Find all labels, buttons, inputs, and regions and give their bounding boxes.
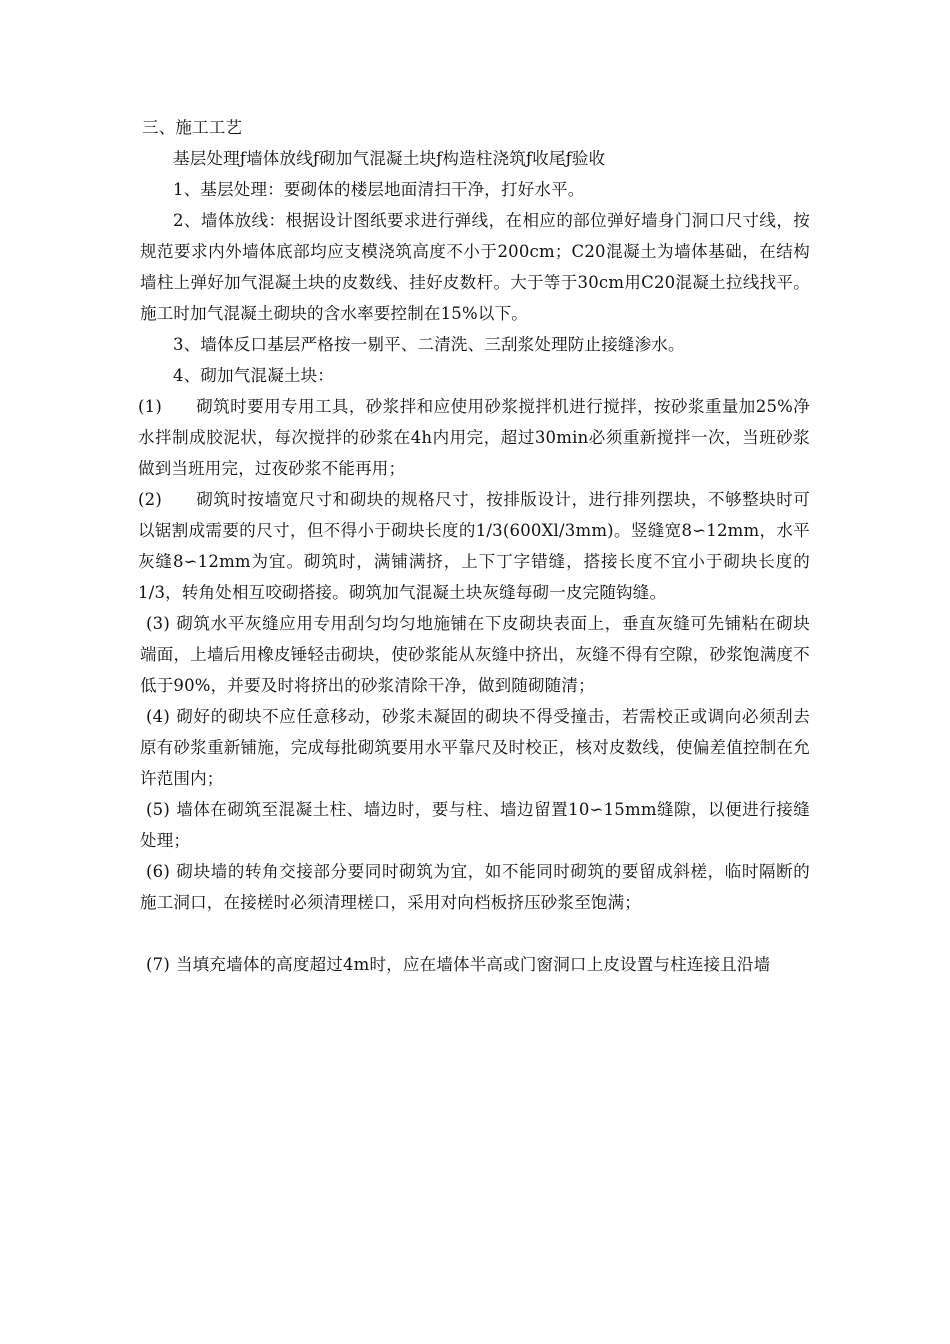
list-item-text: 当填充墙体的高度超过4m时，应在墙体半高或门窗洞口上皮设置与柱连接且沿墙 <box>175 955 771 974</box>
list-item-4 <box>140 701 810 794</box>
list-item-5 <box>140 794 810 856</box>
list-item-text: 墙体在砌筑至混凝土柱、墙边时，要与柱、墙边留置10∽15mm缝隙，以便进行接缝处理； <box>140 800 810 850</box>
step-1-paragraph: 1、基层处理：要砌体的楼层地面清扫干净，打好水平。 <box>173 180 585 199</box>
step-2-paragraph: 2、墙体放线：根据设计图纸要求进行弹线，在相应的部位弹好墙身门洞口尺寸线，按规范要求内外墙体底部均应支模浇筑高度不小于200cm；C20混凝土为墙体基础，在结构墙柱上弹好加气混凝土块的皮数线、挂好皮数杆。大于等于30cm用C20混凝土拉线找平。施工时加气混凝土砌块的含水率要控制在15%以下。 <box>140 211 810 323</box>
step-3-paragraph: 3、墙体反口基层严格按一剔平、二清洗、三刮浆处理防止接缝渗水。 <box>173 335 685 354</box>
list-item-number: (2) <box>138 490 162 509</box>
list-item-text: 砌筑水平灰缝应用专用刮匀均匀地施铺在下皮砌块表面上，垂直灰缝可先铺粘在砌块端面，上墙后用橡皮锤轻击砌块，使砂浆能从灰缝中挤出，灰缝不得有空隙，砂浆饱满度不低于90%，并要及时将挤出的砂浆清除干净，做到随砌随清； <box>140 614 810 695</box>
step-4-paragraph: 4、砌加气混凝土块： <box>173 366 334 385</box>
list-item-number: (6) <box>146 862 170 881</box>
document-body <box>140 112 810 980</box>
list-item-2 <box>138 484 810 608</box>
list-item-number: (3) <box>146 614 170 633</box>
list-item-text: 砌块墙的转角交接部分要同时砌筑为宜，如不能同时砌筑的要留成斜槎，临时隔断的施工洞口，在接槎时必须清理槎口，采用对向档板挤压砂浆至饱满； <box>140 862 810 912</box>
list-item-number: (5) <box>146 800 170 819</box>
list-item-7 <box>140 949 810 980</box>
list-item-number: (7) <box>146 955 170 974</box>
list-item-1 <box>138 391 810 484</box>
list-item-text: 砌筑时要用专用工具，砂浆拌和应使用砂浆搅拌机进行搅拌，按砂浆重量加25%净水拌制成胶泥状，每次搅拌的砂浆在4h内用完，超过30min必须重新搅拌一次，当班砂浆做到当班用完，过夜砂浆不能再用； <box>138 397 810 478</box>
list-item-text: 砌筑时按墙宽尺寸和砌块的规格尺寸，按排版设计，进行排列摆块，不够整块时可以锯割成需要的尺寸，但不得小于砌块长度的1/3(600Xl/3mm)。竖缝宽8∽12mm，水平灰缝8∽12mm为宜。砌筑时，满铺满挤，上下丁字错缝，搭接长度不宜小于砌块长度的1/3，转角处相互咬砌搭接。砌筑加气混凝土块灰缝每砌一皮完随钩缝。 <box>138 490 810 602</box>
list-item-number: (4) <box>146 707 170 726</box>
section-title: 三、施工工艺 <box>142 118 243 137</box>
list-item-number: (1) <box>138 397 162 416</box>
process-flow: 基层处理ƒ墙体放线ƒ砌加气混凝土块ƒ构造柱浇筑ƒ收尾ƒ验收 <box>173 149 606 168</box>
list-item-3 <box>140 608 810 701</box>
list-item-6 <box>140 856 810 918</box>
paragraph-gap <box>140 918 810 949</box>
list-item-text: 砌好的砌块不应任意移动，砂浆未凝固的砌块不得受撞击，若需校正或调向必须刮去原有砂浆重新铺施，完成每批砌筑要用水平靠尺及时校正，核对皮数线，使偏差值控制在允许范围内； <box>140 707 810 788</box>
